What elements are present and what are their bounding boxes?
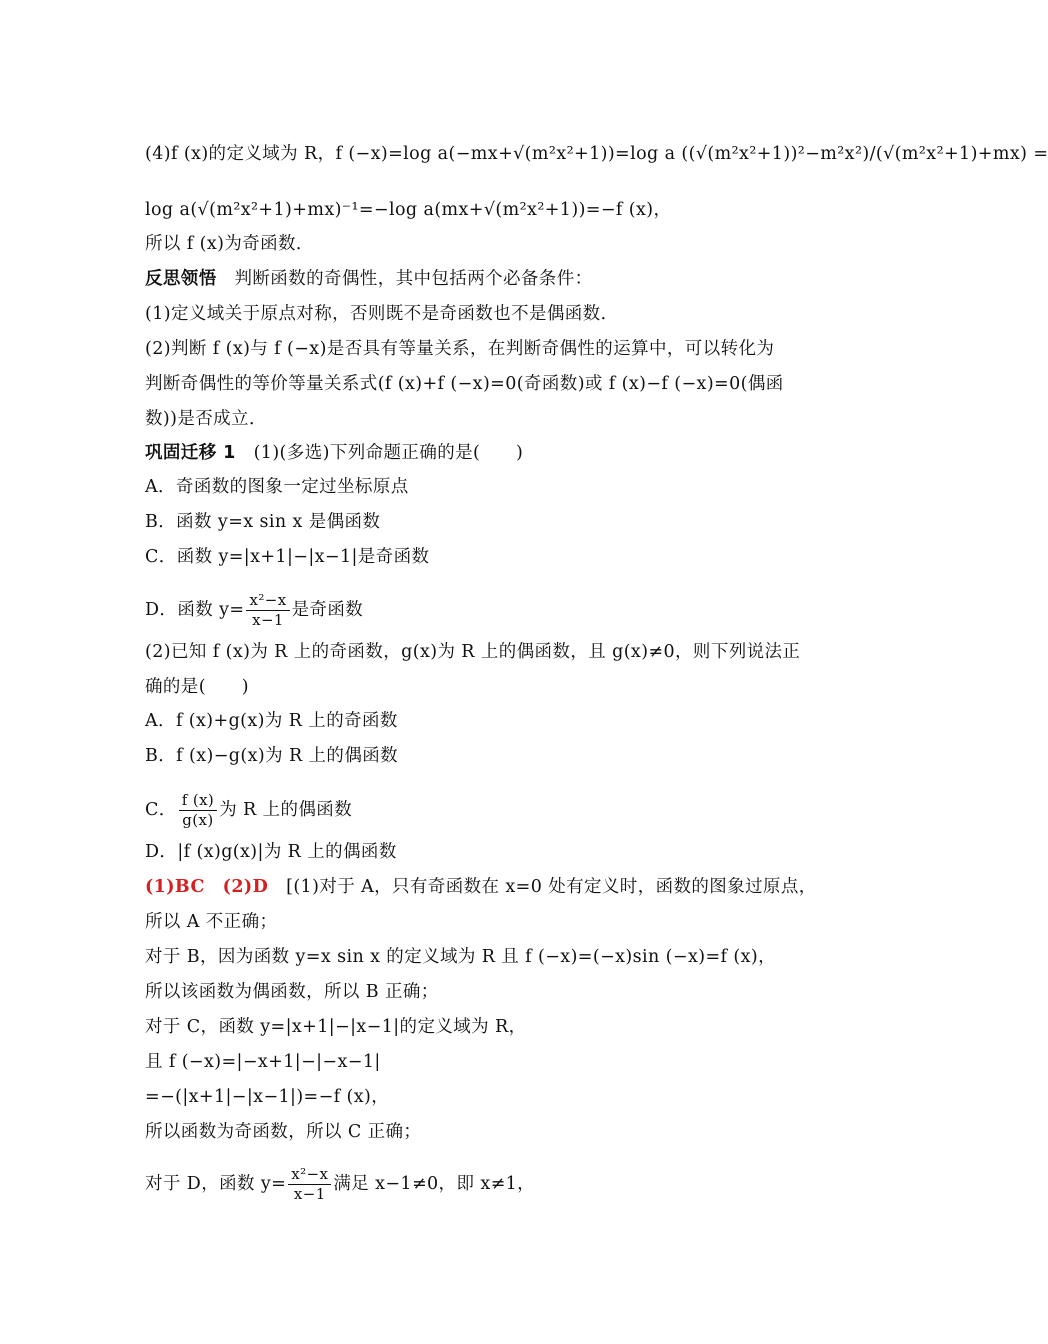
line-text-after: 是奇函数 bbox=[291, 600, 364, 620]
line-text-after: 为 R 上的偶函数 bbox=[219, 800, 353, 820]
text-line bbox=[145, 1050, 381, 1074]
text-line bbox=[145, 840, 397, 864]
line-text: D．函数 y= bbox=[145, 600, 245, 620]
text-line bbox=[145, 591, 363, 630]
line-text: A．f (x)+g(x)为 R 上的奇函数 bbox=[145, 711, 398, 731]
text-line bbox=[145, 791, 352, 830]
line-text-after: 满足 x−1≠0，即 x≠1， bbox=[333, 1174, 536, 1194]
text-line bbox=[145, 709, 398, 733]
text-line bbox=[145, 1120, 421, 1144]
line-text: (2)判断 f (x)与 f (−x)是否具有等量关系，在判断奇偶性的运算中，可以转化为 bbox=[145, 339, 775, 359]
line-text: (1)(多选)下列命题正确的是( ) bbox=[235, 443, 524, 463]
text-line bbox=[145, 1165, 535, 1204]
text-line bbox=[145, 875, 817, 899]
line-text: B．函数 y=x sin x 是偶函数 bbox=[145, 512, 381, 532]
text-line bbox=[145, 372, 784, 396]
fraction-numerator: x²−x bbox=[246, 591, 289, 611]
line-text: 对于 B，因为函数 y=x sin x 的定义域为 R 且 f (−x)=(−x)sin (−x)=f (x)， bbox=[145, 947, 776, 967]
text-line bbox=[145, 945, 776, 969]
text-line bbox=[145, 510, 380, 534]
fraction-denominator: x−1 bbox=[293, 1185, 326, 1203]
line-text: 确的是( ) bbox=[145, 677, 249, 697]
text-line bbox=[145, 302, 619, 326]
line-text: (2)已知 f (x)为 R 上的奇函数，g(x)为 R 上的偶函数，且 g(x)≠0，则下列说法正 bbox=[145, 642, 801, 662]
section-label: 反思领悟 bbox=[145, 269, 217, 289]
line-text: (1)定义域关于原点对称，否则既不是奇函数也不是偶函数． bbox=[145, 304, 619, 324]
fraction-numerator: x²−x bbox=[288, 1165, 331, 1185]
text-line bbox=[145, 744, 398, 768]
text-line bbox=[145, 675, 249, 699]
text-line bbox=[145, 1015, 526, 1039]
line-text: 对于 C，函数 y=|x+1|−|x−1|的定义域为 R， bbox=[145, 1017, 527, 1037]
line-text: A．奇函数的图象一定过坐标原点 bbox=[145, 477, 409, 497]
text-line bbox=[145, 142, 1048, 166]
line-text: 所以该函数为偶函数，所以 B 正确； bbox=[145, 982, 439, 1002]
text-line bbox=[145, 980, 439, 1004]
text-line bbox=[145, 407, 267, 431]
line-text: 判断函数的奇偶性，其中包括两个必备条件： bbox=[216, 269, 593, 289]
line-text: C． bbox=[145, 800, 177, 820]
text-line bbox=[145, 910, 277, 934]
line-text: [(1)对于 A，只有奇函数在 x=0 处有定义时，函数的图象过原点， bbox=[268, 877, 817, 897]
section-label: 巩固迁移 1 bbox=[145, 443, 236, 463]
line-text: D．|f (x)g(x)|为 R 上的偶函数 bbox=[145, 842, 397, 862]
text-line bbox=[145, 198, 671, 222]
line-text: (4)f (x)的定义域为 R，f (−x)=log a(−mx+√(m²x²+1))=log a ((√(m²x²+1))²−m²x²)/(√(m²x²+1)+mx) = bbox=[145, 144, 1048, 164]
line-text: log a(√(m²x²+1)+mx)⁻¹=−log a(mx+√(m²x²+1))=−f (x)， bbox=[145, 200, 672, 220]
line-text: 判断奇偶性的等价等量关系式(f (x)+f (−x)=0(奇函数)或 f (x)−f (−x)=0(偶函 bbox=[145, 374, 784, 394]
text-line bbox=[145, 337, 774, 361]
fraction-denominator: g(x) bbox=[182, 811, 214, 829]
text-line bbox=[145, 640, 800, 664]
line-text: 所以 A 不正确； bbox=[145, 912, 278, 932]
answer-key: (1)BC (2)D bbox=[145, 877, 269, 897]
line-text: =−(|x+1|−|x−1|)=−f (x)， bbox=[145, 1087, 390, 1107]
fraction-numerator: f (x) bbox=[179, 791, 217, 811]
line-text: B．f (x)−g(x)为 R 上的偶函数 bbox=[145, 746, 399, 766]
fraction bbox=[288, 1165, 331, 1204]
text-line bbox=[145, 1085, 389, 1109]
line-text: 对于 D，函数 y= bbox=[145, 1174, 287, 1194]
line-text: 数))是否成立． bbox=[145, 409, 267, 429]
text-line bbox=[145, 441, 523, 465]
line-text: 所以函数为奇函数，所以 C 正确； bbox=[145, 1122, 422, 1142]
text-line bbox=[145, 545, 429, 569]
text-line bbox=[145, 232, 314, 256]
fraction bbox=[246, 591, 289, 630]
text-line bbox=[145, 267, 593, 291]
line-text: 所以 f (x)为奇函数． bbox=[145, 234, 314, 254]
line-text: 且 f (−x)=|−x+1|−|−x−1| bbox=[145, 1052, 381, 1072]
fraction-denominator: x−1 bbox=[252, 611, 284, 629]
line-text: C．函数 y=|x+1|−|x−1|是奇函数 bbox=[145, 547, 430, 567]
fraction bbox=[179, 791, 217, 830]
text-line bbox=[145, 475, 409, 499]
